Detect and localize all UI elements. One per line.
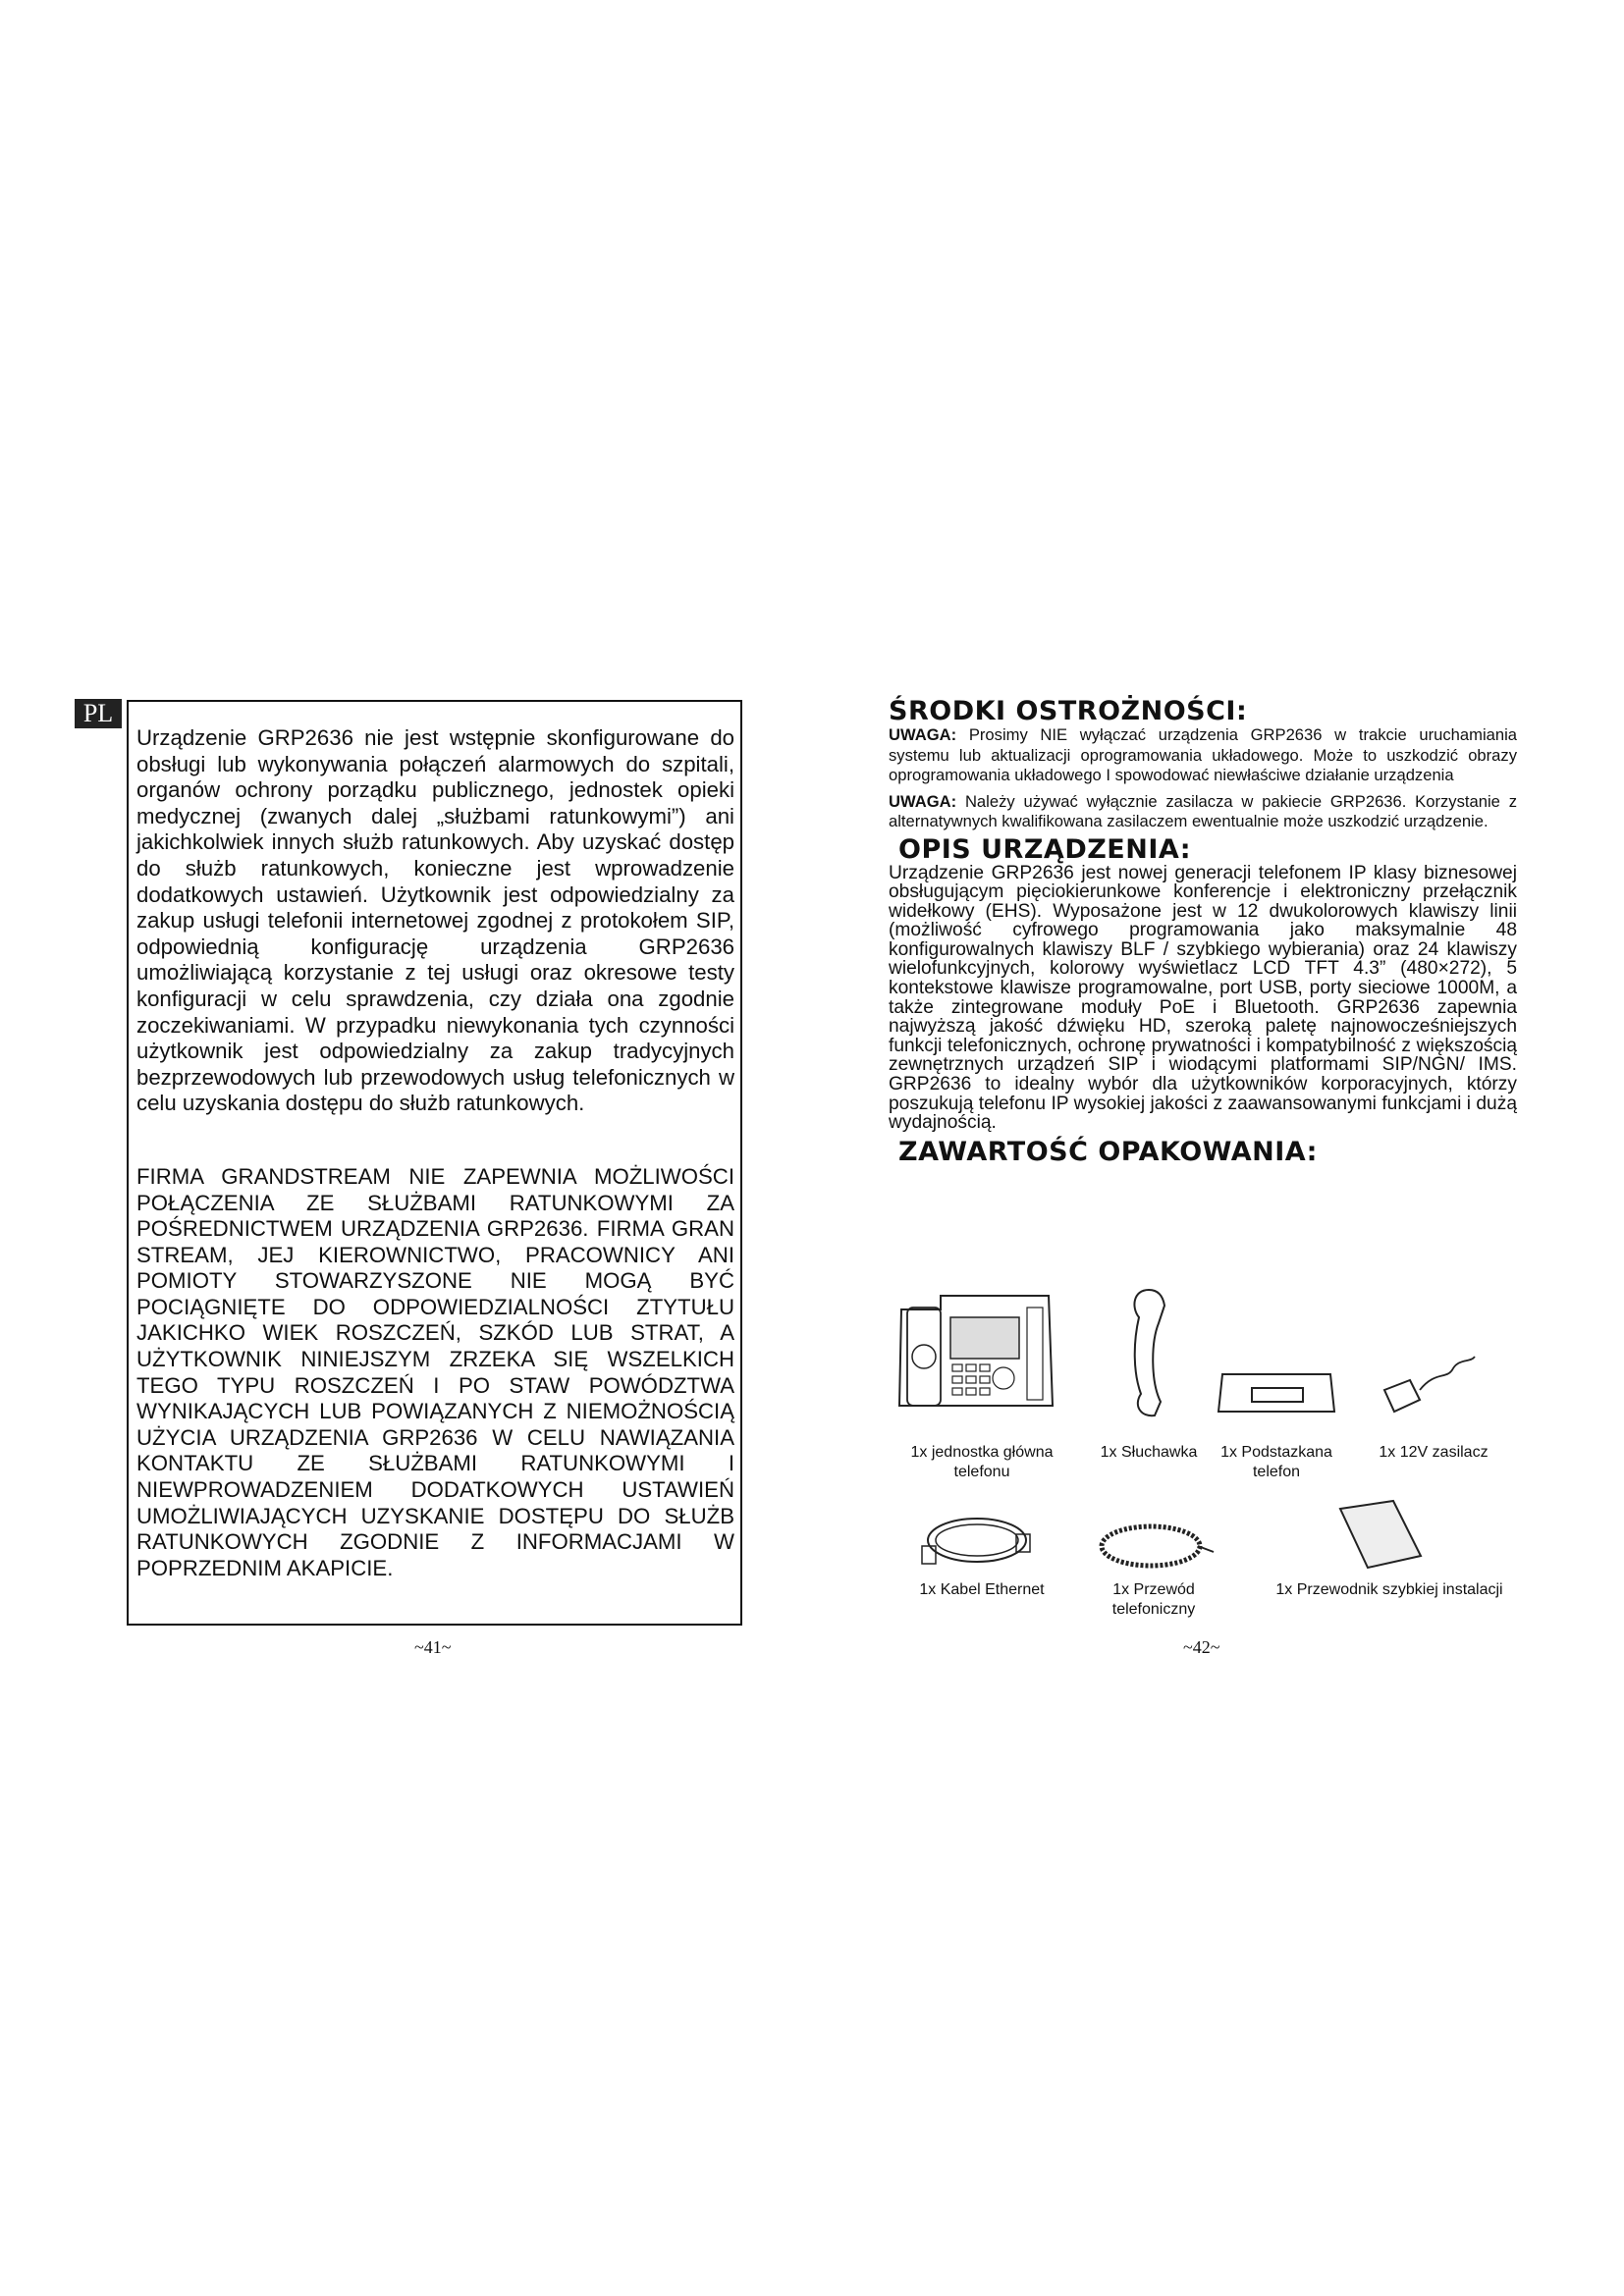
package-item-label: 1x 12V zasilacz (1379, 1444, 1489, 1461)
quick-guide-icon (1330, 1497, 1429, 1575)
phone-cord-icon (1092, 1517, 1219, 1575)
language-tag: PL (75, 699, 122, 728)
phone-base-icon (893, 1288, 1060, 1415)
note-label: UWAGA: (889, 791, 957, 811)
package-item-label: 1x Kabel Ethernet (919, 1581, 1045, 1598)
ethernet-cable-icon (918, 1507, 1046, 1575)
power-adapter-icon (1377, 1351, 1485, 1429)
emergency-intro: Urządzenie GRP2636 nie jest wstępnie skonfigurowane do obsługi lub wykonywania połączeń alarmowych do szpitali, organów ochrony porządku publicznego, jednostek opieki medycznej (zwanych dalej „służbami ratunkowymi”) ani jakichkolwiek innych służb ratunkowych. Aby uzyskać dostęp do służb ratunkowych, konieczne jest wprowadzenie dodatkowych ustawień. Użytkownik jest odpowiedzialny za zakup usługi telefonii internetowej zgodnej z protokołem SIP, odpowiednią konfigurację urządzenia GRP2636 umożliwiającą korzystanie z tej usługi oraz okresowe testy konfiguracji w celu sprawdzenia, czy działa ona zgodnie zoczekiwaniami. W przypadku niewykonania tych czynności użytkownik jest odpowiedzialny za zakup tradycyjnych bezprzewodowych lub przewodowych usług telefonicznych w celu uzyskania dostępu do służb ratunkowych. (136, 725, 734, 1116)
package-item-label: 1x Słuchawka (1100, 1444, 1198, 1461)
page-number-left: ~41~ (414, 1637, 452, 1657)
right-page (889, 698, 1517, 1166)
note-text: Prosimy NIE wyłączać urządzenia GRP2636 w trakcie uruchamiania systemu lub aktualizacji oprogramowania układowego. Może to uszkodzić obrazy oprogramowania układowego I spowodować niewłaściwe działanie urządzenia (889, 725, 1517, 784)
note-text: Należy używać wyłącznie zasilacza w pakiecie GRP2636. Korzystanie z alternatywnych kwalifikowana zasilaczem ewentualnie może uszkodzić urządzenie. (889, 791, 1517, 830)
stand-icon (1213, 1364, 1340, 1423)
precautions-title: ŚRODKI OSTROŻNOŚCI: (889, 696, 1248, 726)
note-label: UWAGA: (889, 725, 957, 744)
package-title: ZAWARTOŚĆ OPAKOWANIA: (898, 1136, 1318, 1167)
description-title: OPIS URZĄDZENIA: (898, 833, 1192, 865)
note-power (889, 792, 1517, 832)
package-item-label: 1x Przewód telefoniczny (1111, 1581, 1196, 1618)
note-firmware (889, 725, 1517, 786)
emergency-notice-box (127, 700, 742, 1626)
package-item-label: 1x Podstazkana telefon (1220, 1444, 1332, 1480)
package-item-label: 1x jednostka główna telefonu (910, 1444, 1054, 1480)
page-number-right: ~42~ (1183, 1637, 1220, 1657)
package-item-label: 1x Przewodnik szybkiej instalacji (1275, 1581, 1503, 1598)
handset-icon (1119, 1284, 1178, 1421)
device-description: Urządzenie GRP2636 jest nowej generacji telefonem IP klasy biznesowej obsługującym pięciokierunkowe konferencje i elektroniczny przełącznik widełkowy (EHS). Wyposażone jest w 12 dwukolorowych klawiszy linii (możliwość cyfrowego programowania jako maksymalnie 48 konfigurowalnych klawiszy BLF / szybkiego wybierania) oraz 24 klawiszy wielofunkcyjnych, kolorowy wyświetlacz LCD TFT 4.3” (480×272), 5 kontekstowe klawisze programowalne, port USB, porty sieciowe 1000M, a także zintegrowane moduły PoE i Bluetooth. GRP2636 zapewnia najwyższą jakość dźwięku HD, szeroką paletę najnowocześniejszych funkcji telefonicznych, ochronę prywatności i kompatybilność z większością zewnętrznych urządzeń SIP i wiodącymi platformami SIP/NGN/ IMS. GRP2636 to idealny wybór dla użytkowników korporacyjnych, którzy poszukują telefonu IP wysokiej jakości z zaawansowanymi funkcjami i dużą wydajnością. (889, 862, 1517, 1134)
emergency-disclaimer: FIRMA GRANDSTREAM NIE ZAPEWNIA MOŻLIWOŚCI POŁĄCZENIA ZE SŁUŻBAMI RATUNKOWYMI ZA POŚREDNICTWEM URZĄDZENIA GRP2636. FIRMA GRAN STREAM, JEJ KIEROWNICTWO, PRACOWNICY ANI POMIOTY STOWARZYSZONE NIE MOGĄ BYĆ POCIĄGNIĘTE DO ODPOWIEDZIALNOŚCI ZTYTUŁU JAKICHKO WIEK ROSZCZEŃ, SZKÓD LUB STRAT, A UŻYTKOWNIK NINIEJSZYM ZRZEKA SIĘ WSZELKICH TEGO TYPU ROSZCZEŃ I PO STAW POWÓDZTWA WYNIKAJĄCYCH LUB POWIĄZANYCH Z NIEMOŻNOŚCIĄ UŻYCIA URZĄDZENIA GRP2636 W CELU NAWIĄZANIA KONTAKTU ZE SŁUŻBAMI RATUNKOWYMI I NIEWPROWADZENIEM DODATKOWYCH USTAWIEŃ UMOŻLIWIAJĄCYCH UZYSKANIE DOSTĘPU DO SŁUŻB RATUNKOWYCH ZGODNIE Z INFORMACJAMI W POPRZEDNIM AKAPICIE. (136, 1163, 734, 1580)
